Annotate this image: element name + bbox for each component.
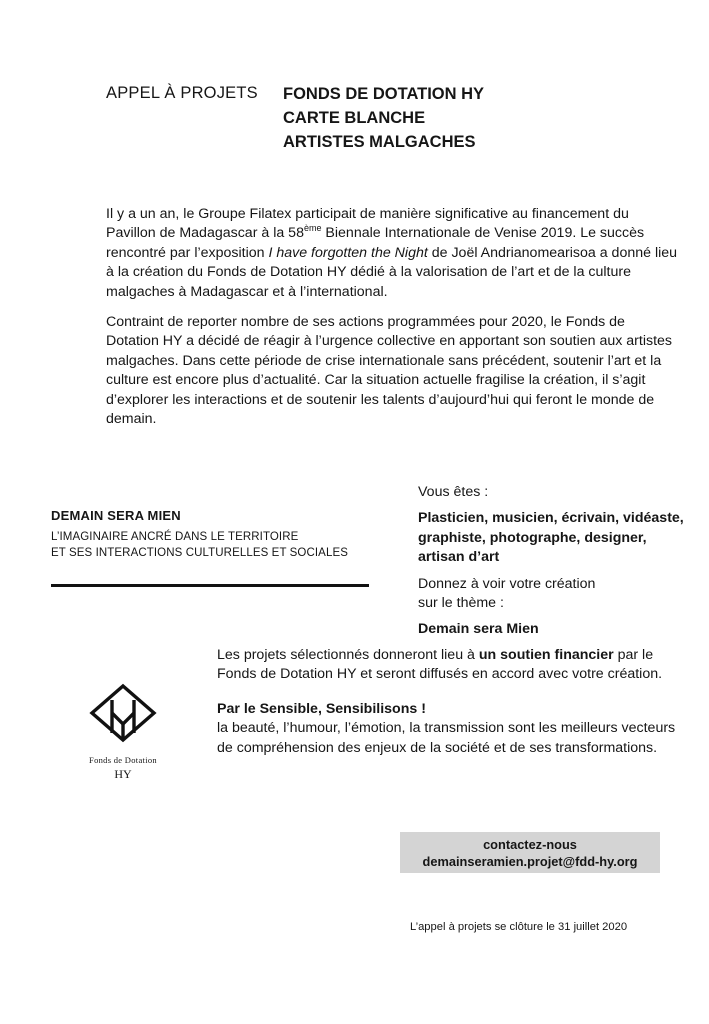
slogan-body: la beauté, l’humour, l’émotion, la transmission sont les meilleurs vecteurs de compréhension des enjeux de la société et de ses transformations. [217,720,676,756]
fonds-logo [82,683,164,782]
hy-diamond-logo-icon [89,683,157,743]
title-line-3: ARTISTES MALGACHES [283,133,476,151]
ordinal-superscript: ème [303,223,322,234]
selection-paragraph [217,646,677,685]
title-line-2: CARTE BLANCHE [283,109,426,127]
selection-end: par le Fonds de Dotation HY et seront diffusés en accord avec votre création. [217,647,663,683]
contact-label: contactez-nous [483,837,577,852]
appel-label: APPEL À PROJETS [106,84,258,102]
logo-text-line-1: Fonds de Dotation [89,755,157,765]
slogan-text: Par le Sensible, Sensibilisons ! [217,700,426,717]
theme-subtitle [51,529,348,561]
theme-subtitle-line-2: ET SES INTERACTIONS CULTURELLES ET SOCIALES [51,547,348,559]
page-title [283,82,484,154]
intro-p1-middle: Biennale Internationale de Venise 2019. Le succès rencontré par l’exposition [106,225,645,261]
contact-email-link[interactable]: demainseramien.projet@fdd-hy.org [422,854,638,869]
intro-paragraph-1 [106,205,681,302]
theme-subtitle-line-1: L’IMAGINAIRE ANCRÉ DANS LE TERRITOIRE [51,531,299,543]
theme-title: DEMAIN SERA MIEN [51,508,181,523]
donnez-line-2: sur le thème : [418,595,504,612]
exhibition-title: I have forgotten the Night [268,244,428,261]
intro-p1-end: de Joël Andrianomearisoa a donné lieu à la création du Fonds de Dotation HY dédié à la valorisation de l’art et de la culture malgaches à Madagascar et à l’international. [106,244,678,300]
professions-list [418,509,688,567]
selection-block [217,646,677,758]
professions-text: Plasticien, musicien, écrivain, vidéaste, graphiste, photographe, designer, artisan d’art [418,510,684,566]
closing-note: L’appel à projets se clôture le 31 juillet 2020 [410,921,628,933]
theme-name [418,620,688,639]
title-line-1: FONDS DE DOTATION HY [283,85,485,103]
theme-name-text: Demain sera Mien [418,621,539,638]
intro-paragraph-2: Contraint de reporter nombre de ses actions programmées pour 2020, le Fonds de Dotation HY a décidé de réagir à l’urgence collective en apportant son soutien aux artistes malgaches. Dans cette période de crise internationale sans précédent, soutenir l’art et la culture est encore plus d’actualité. Car la situation actuelle fragilise la création, il s’agit d’explorer les interactions et de soutenir les talents d’aujourd’hui qui feront le monde de demain. [106,314,673,428]
selection-start: Les projets sélectionnés donneront lieu à [217,647,479,663]
audience-block [418,483,688,640]
theme-divider [51,584,369,587]
donnez-line-1: Donnez à voir votre création [418,575,596,592]
logo-text-line-2: HY [114,767,132,781]
financial-support: un soutien financier [478,647,614,663]
intro-p1-start: Il y a un an, le Groupe Filatex participait de manière significative au financement du Pavillon de Madagascar à la 58 [106,206,629,242]
audience-label: Vous êtes : [418,484,489,500]
slogan [217,700,677,719]
contact-box [400,832,660,873]
intro-text [106,205,681,440]
